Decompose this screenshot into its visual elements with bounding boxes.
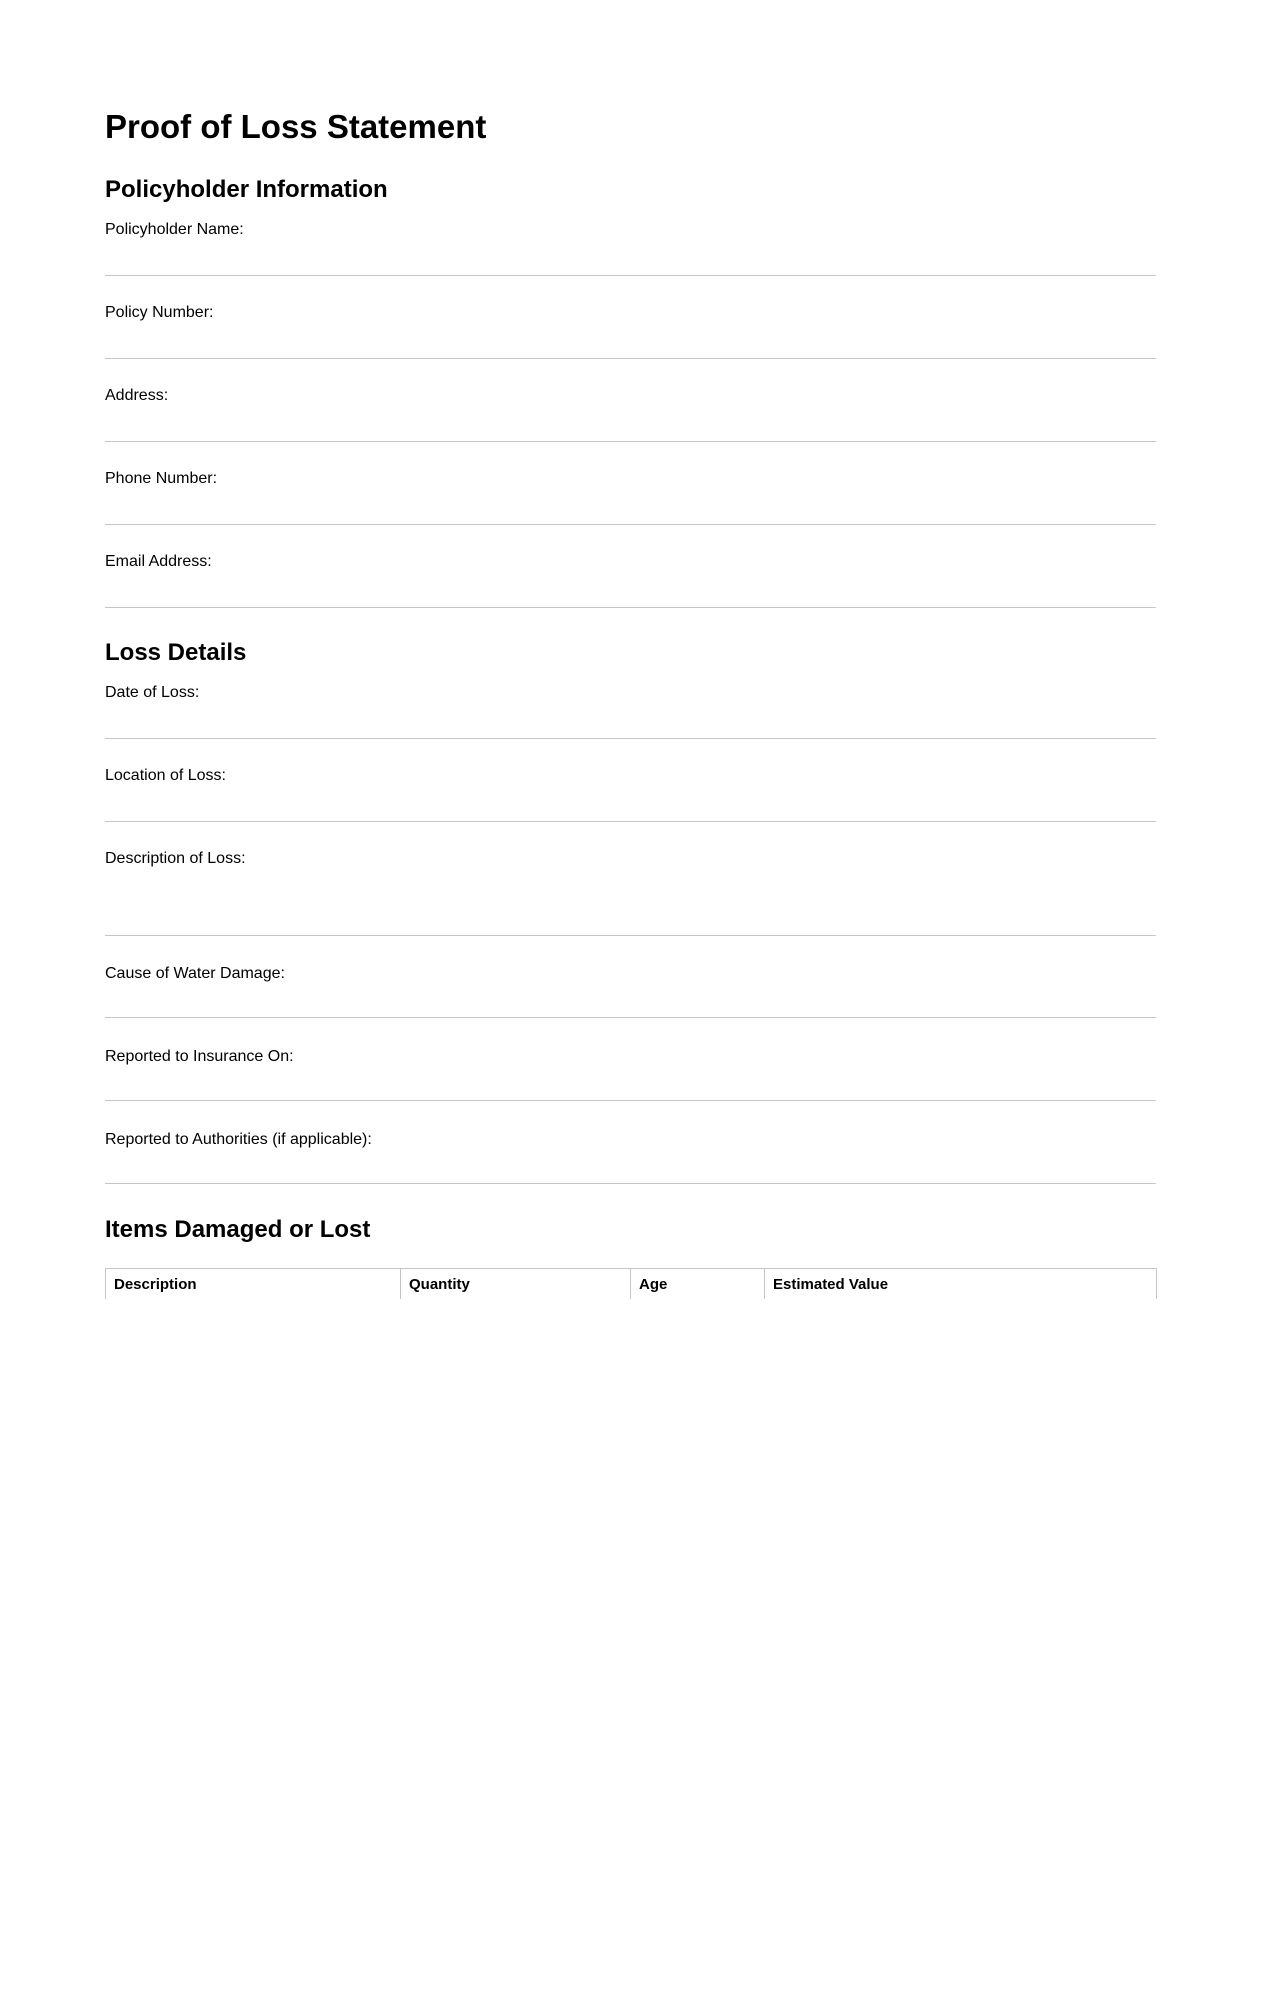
policyholder-name-label: Policyholder Name: <box>105 221 244 238</box>
policy-number-label: Policy Number: <box>105 304 214 321</box>
address-label: Address: <box>105 387 169 404</box>
phone-number-label: Phone Number: <box>105 470 218 487</box>
description-of-loss-label: Description of Loss: <box>105 850 246 867</box>
column-header-age: Age <box>631 1269 765 1300</box>
email-address-line <box>105 607 1156 608</box>
cause-of-water-damage-label: Cause of Water Damage: <box>105 965 285 982</box>
section-heading-items-damaged: Items Damaged or Lost <box>105 1216 371 1243</box>
policy-number-line <box>105 358 1156 359</box>
items-table <box>105 1268 1157 1299</box>
column-header-quantity: Quantity <box>401 1269 631 1300</box>
phone-number-line <box>105 524 1156 525</box>
description-of-loss-line <box>105 935 1156 936</box>
section-heading-loss-details: Loss Details <box>105 639 247 666</box>
items-table-header-row <box>106 1269 1157 1300</box>
reported-to-authorities-line <box>105 1183 1156 1184</box>
address-line <box>105 441 1156 442</box>
reported-to-authorities-label: Reported to Authorities (if applicable): <box>105 1131 372 1148</box>
location-of-loss-line <box>105 821 1156 822</box>
policyholder-name-line <box>105 275 1156 276</box>
column-header-description: Description <box>106 1269 401 1300</box>
location-of-loss-label: Location of Loss: <box>105 767 226 784</box>
reported-to-insurance-label: Reported to Insurance On: <box>105 1048 294 1065</box>
document-title: Proof of Loss Statement <box>105 108 487 145</box>
column-header-estimated-value: Estimated Value <box>765 1269 1157 1300</box>
date-of-loss-label: Date of Loss: <box>105 684 200 701</box>
email-address-label: Email Address: <box>105 553 212 570</box>
section-heading-policyholder-information: Policyholder Information <box>105 176 388 203</box>
reported-to-insurance-line <box>105 1100 1156 1101</box>
date-of-loss-line <box>105 738 1156 739</box>
cause-of-water-damage-line <box>105 1017 1156 1018</box>
